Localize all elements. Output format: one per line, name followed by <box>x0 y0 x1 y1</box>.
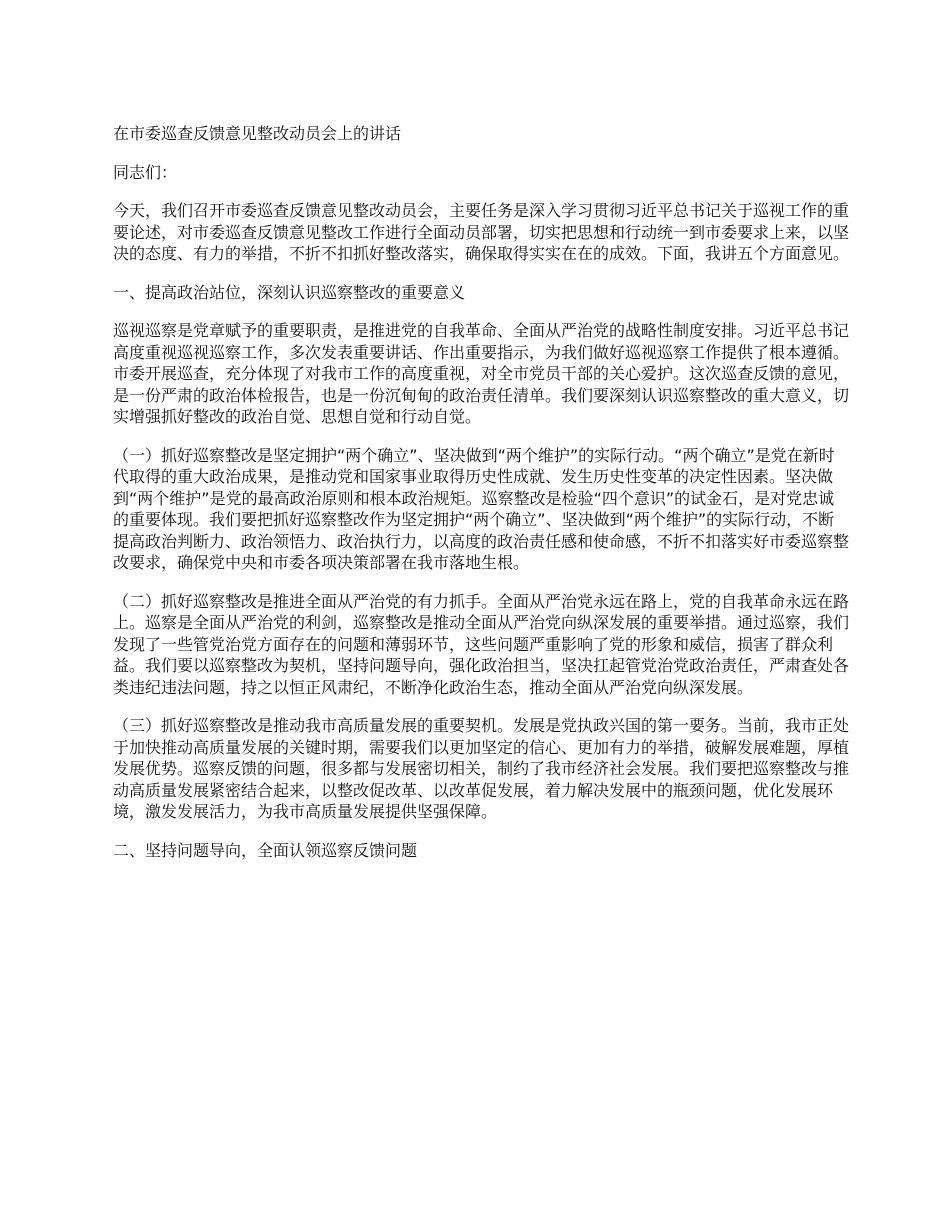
body-paragraph: （一）抓好巡察整改是坚定拥护“两个确立”、坚决做到“两个维护”的实际行动。“两个确立”是党在新时代取得的重大政治成果，是推动党和国家事业取得历史性成就、发生历史性变革的决定性因素。坚决做到“两个维护”是党的最高政治原则和根本政治规矩。巡察整改是检验“四个意识”的试金石，是对党忠诚的重要体现。我们要把抓好巡察整改作为坚定拥护“两个确立”、坚决做到“两个维护”的实际行动，不断提高政治判断力、政治领悟力、政治执行力，以高度的政治责任感和使命感，不折不扣落实好市委巡察整改要求，确保党中央和市委各项决策部署在我市落地生根。 <box>113 445 850 572</box>
document-body <box>113 123 850 878</box>
document-title: 在市委巡查反馈意见整改动员会上的讲话 <box>113 124 402 143</box>
greeting: 同志们： <box>113 162 178 182</box>
intro-paragraph: 今天，我们召开市委巡查反馈意见整改动员会，主要任务是深入学习贯彻习近平总书记关于巡视工作的重要论述，对市委巡查反馈意见整改工作进行全面动员部署，切实把思想和行动统一到市委要求上来，以坚决的态度、有力的举措，不折不扣抓好整改落实，确保取得实实在在的成效。下面，我讲五个方面意见。 <box>113 201 850 263</box>
section-heading-1: 一、提高政治站位，深刻认识巡察整改的重要意义 <box>113 282 466 302</box>
body-paragraph: （三）抓好巡察整改是推动我市高质量发展的重要契机。发展是党执政兴国的第一要务。当前，我市正处于加快推动高质量发展的关键时期，需要我们以更加坚定的信心、更加有力的举措，破解发展难题，厚植发展优势。巡察反馈的问题，很多都与发展密切相关，制约了我市经济社会发展。我们要把巡察整改与推动高质量发展紧密结合起来，以整改促改革、以改革促发展，着力解决发展中的瓶颈问题，优化发展环境，激发发展活力，为我市高质量发展提供坚强保障。 <box>113 716 850 821</box>
body-paragraph: （二）抓好巡察整改是推进全面从严治党的有力抓手。全面从严治党永远在路上，党的自我革命永远在路上。巡察是全面从严治党的利剑，巡察整改是推动全面从严治党向纵深发展的重要举措。通过巡察，我们发现了一些管党治党方面存在的问题和薄弱环节，这些问题严重影响了党的形象和威信，损害了群众利益。我们要以巡察整改为契机，坚持问题导向，强化政治担当，坚决扛起管党治党政治责任，严肃查处各类违纪违法问题，持之以恒正风肃纪，不断净化政治生态，推动全面从严治党向纵深发展。 <box>113 591 850 697</box>
section-heading-2: 二、坚持问题导向，全面认领巡察反馈问题 <box>113 840 418 860</box>
body-paragraph: 巡视巡察是党章赋予的重要职责，是推进党的自我革命、全面从严治党的战略性制度安排。习近平总书记高度重视巡视巡察工作，多次发表重要讲话、作出重要指示，为我们做好巡视巡察工作提供了根本遵循。市委开展巡查，充分体现了对我市工作的高度重视，对全市党员干部的关心爱护。这次巡查反馈的意见，是一份严肃的政治体检报告，也是一份沉甸甸的政治责任清单。我们要深刻认识巡察整改的重大意义，切实增强抓好整改的政治自觉、思想自觉和行动自觉。 <box>113 321 850 426</box>
